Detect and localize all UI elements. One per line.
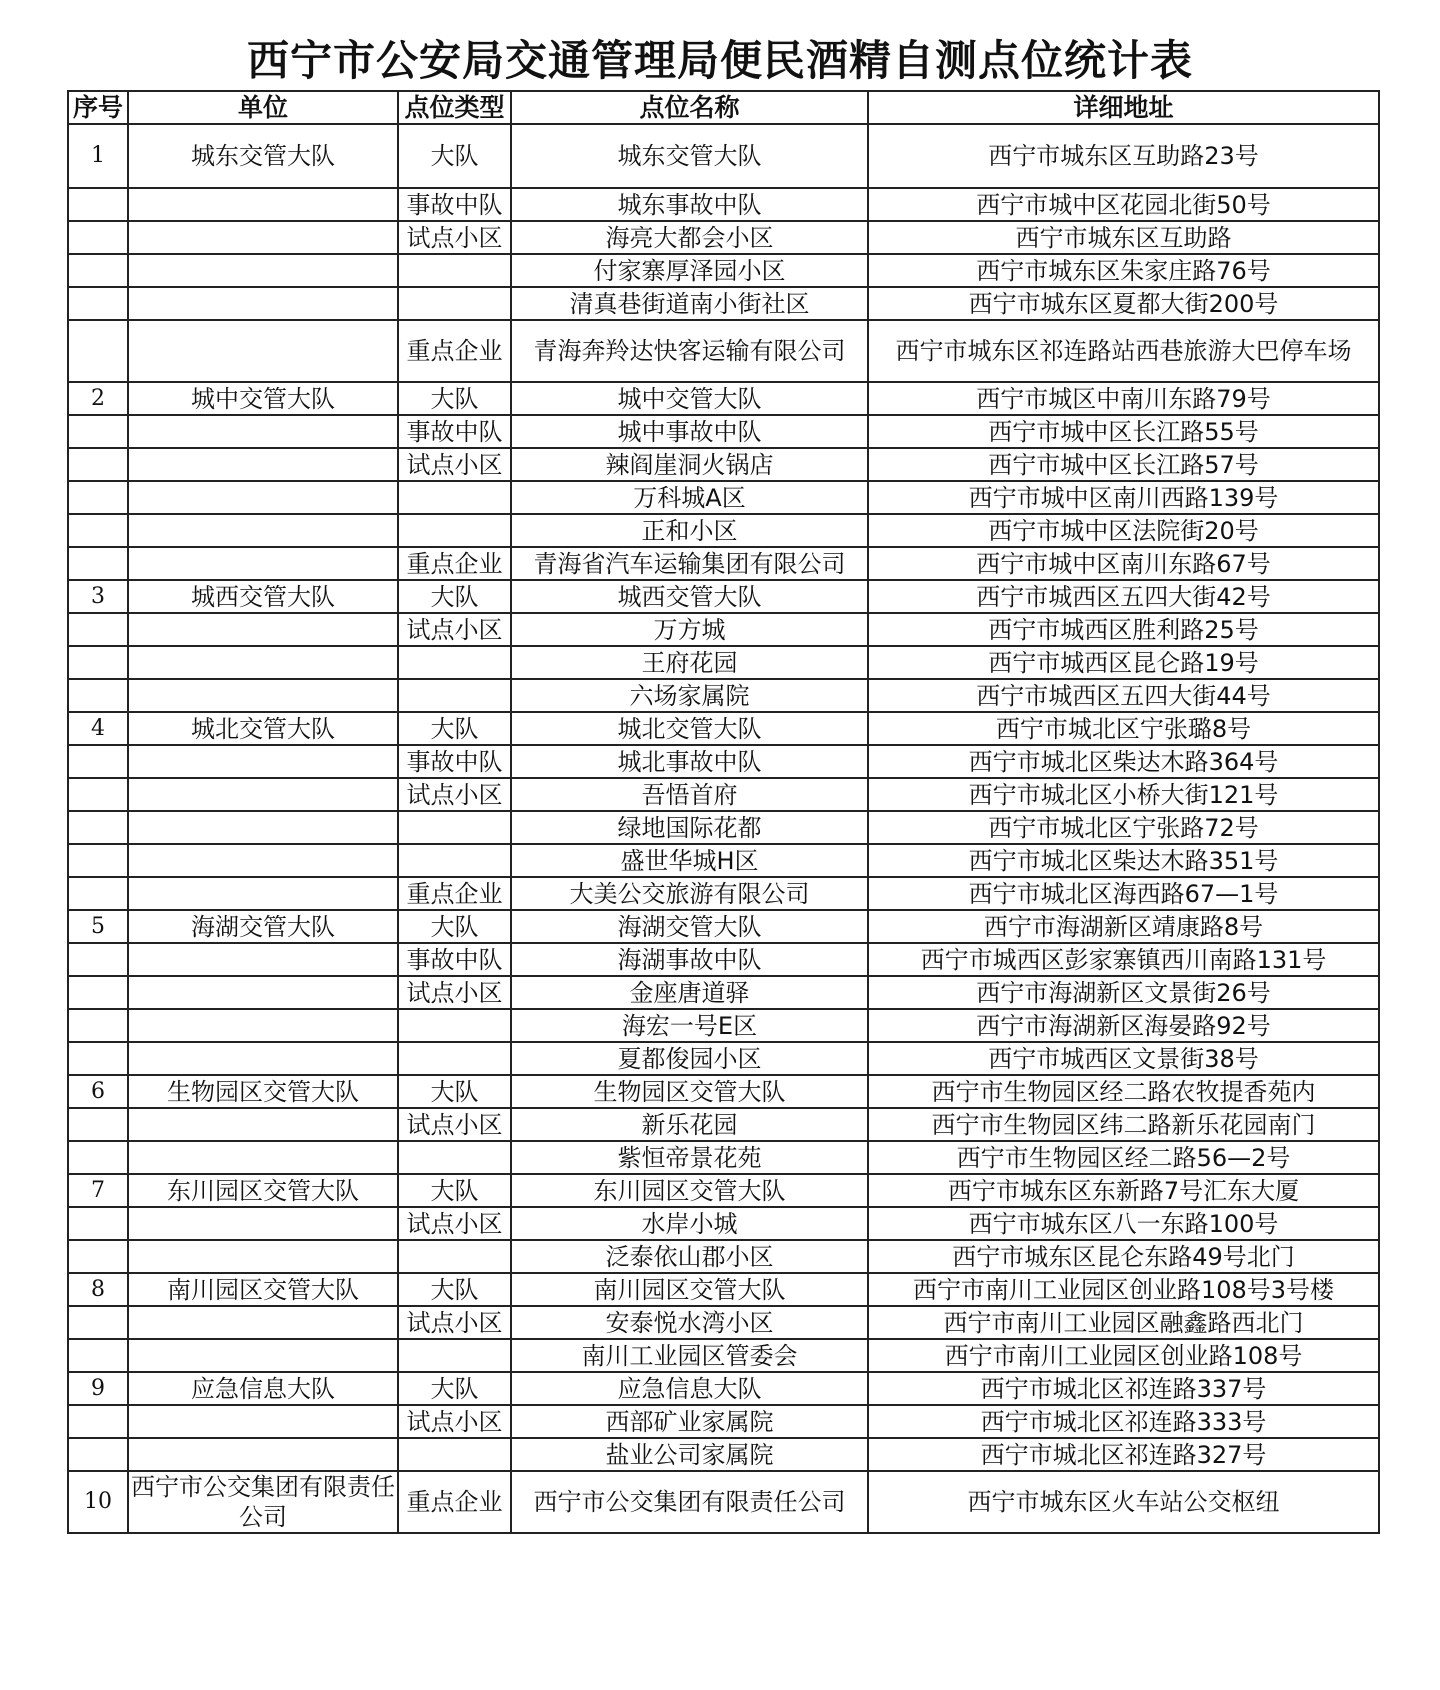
point-name-cell: 大美公交旅游有限公司 [511, 877, 868, 910]
address-cell: 西宁市城西区五四大街44号 [868, 679, 1379, 712]
point-type-cell: 大队 [398, 712, 511, 745]
address-cell: 西宁市城东区朱家庄路76号 [868, 254, 1379, 287]
table-row [68, 287, 1379, 320]
serial-number-cell [68, 188, 128, 221]
header-unit: 单位 [128, 91, 398, 124]
unit-cell [128, 1108, 398, 1141]
table-row [68, 1141, 1379, 1174]
point-name-cell: 城东事故中队 [511, 188, 868, 221]
point-name-cell: 辣阎崖洞火锅店 [511, 448, 868, 481]
unit-cell: 城东交管大队 [128, 124, 398, 188]
serial-number-cell [68, 320, 128, 382]
point-type-cell: 事故中队 [398, 745, 511, 778]
point-type-cell [398, 481, 511, 514]
table-row [68, 221, 1379, 254]
table-row [68, 1471, 1379, 1533]
table-row [68, 547, 1379, 580]
point-name-cell: 夏都俊园小区 [511, 1042, 868, 1075]
header-point-type: 点位类型 [398, 91, 511, 124]
address-cell: 西宁市城北区海西路67—1号 [868, 877, 1379, 910]
serial-number-cell: 2 [68, 382, 128, 415]
unit-cell [128, 976, 398, 1009]
address-cell: 西宁市南川工业园区创业路108号3号楼 [868, 1273, 1379, 1306]
serial-number-cell [68, 745, 128, 778]
serial-number-cell [68, 415, 128, 448]
unit-cell [128, 778, 398, 811]
address-cell: 西宁市城中区花园北街50号 [868, 188, 1379, 221]
unit-cell [128, 514, 398, 547]
unit-cell [128, 679, 398, 712]
point-type-cell: 试点小区 [398, 976, 511, 1009]
address-cell: 西宁市城北区宁张路72号 [868, 811, 1379, 844]
point-name-cell: 六场家属院 [511, 679, 868, 712]
serial-number-cell [68, 547, 128, 580]
point-type-cell: 重点企业 [398, 1471, 511, 1533]
serial-number-cell: 5 [68, 910, 128, 943]
unit-cell: 南川园区交管大队 [128, 1273, 398, 1306]
address-cell: 西宁市城中区长江路57号 [868, 448, 1379, 481]
point-name-cell: 万方城 [511, 613, 868, 646]
point-type-cell [398, 1438, 511, 1471]
table-row [68, 943, 1379, 976]
point-type-cell: 试点小区 [398, 1108, 511, 1141]
unit-cell: 东川园区交管大队 [128, 1174, 398, 1207]
point-name-cell: 城中交管大队 [511, 382, 868, 415]
address-cell: 西宁市南川工业园区创业路108号 [868, 1339, 1379, 1372]
table-row [68, 1306, 1379, 1339]
point-name-cell: 紫恒帝景花苑 [511, 1141, 868, 1174]
table-row [68, 320, 1379, 382]
point-type-cell: 试点小区 [398, 1405, 511, 1438]
unit-cell [128, 287, 398, 320]
point-type-cell [398, 1042, 511, 1075]
point-name-cell: 王府花园 [511, 646, 868, 679]
serial-number-cell [68, 287, 128, 320]
point-name-cell: 应急信息大队 [511, 1372, 868, 1405]
address-cell: 西宁市城北区小桥大街121号 [868, 778, 1379, 811]
point-name-cell: 盐业公司家属院 [511, 1438, 868, 1471]
table-row [68, 514, 1379, 547]
point-type-cell: 事故中队 [398, 943, 511, 976]
point-type-cell: 大队 [398, 1075, 511, 1108]
address-cell: 西宁市城北区祁连路333号 [868, 1405, 1379, 1438]
table-row [68, 254, 1379, 287]
point-type-cell: 试点小区 [398, 221, 511, 254]
table-row [68, 1372, 1379, 1405]
address-cell: 西宁市城中区南川东路67号 [868, 547, 1379, 580]
serial-number-cell [68, 1339, 128, 1372]
point-type-cell [398, 1009, 511, 1042]
serial-number-cell [68, 844, 128, 877]
table-row [68, 415, 1379, 448]
table-row [68, 1273, 1379, 1306]
unit-cell [128, 844, 398, 877]
serial-number-cell [68, 976, 128, 1009]
table-row [68, 778, 1379, 811]
point-name-cell: 城北交管大队 [511, 712, 868, 745]
point-name-cell: 清真巷街道南小街社区 [511, 287, 868, 320]
address-cell: 西宁市城西区昆仑路19号 [868, 646, 1379, 679]
unit-cell: 海湖交管大队 [128, 910, 398, 943]
point-name-cell: 付家寨厚泽园小区 [511, 254, 868, 287]
serial-number-cell [68, 448, 128, 481]
point-name-cell: 金座唐道驿 [511, 976, 868, 1009]
point-type-cell: 试点小区 [398, 1306, 511, 1339]
point-type-cell [398, 811, 511, 844]
point-name-cell: 海亮大都会小区 [511, 221, 868, 254]
address-cell: 西宁市海湖新区海晏路92号 [868, 1009, 1379, 1042]
unit-cell [128, 1240, 398, 1273]
serial-number-cell [68, 613, 128, 646]
address-cell: 西宁市城东区八一东路100号 [868, 1207, 1379, 1240]
address-cell: 西宁市南川工业园区融鑫路西北门 [868, 1306, 1379, 1339]
unit-cell [128, 811, 398, 844]
point-type-cell [398, 254, 511, 287]
unit-cell: 生物园区交管大队 [128, 1075, 398, 1108]
point-name-cell: 西宁市公交集团有限责任公司 [511, 1471, 868, 1533]
address-cell: 西宁市城中区长江路55号 [868, 415, 1379, 448]
serial-number-cell [68, 877, 128, 910]
serial-number-cell [68, 1405, 128, 1438]
point-name-cell: 南川园区交管大队 [511, 1273, 868, 1306]
table-row [68, 613, 1379, 646]
unit-cell: 应急信息大队 [128, 1372, 398, 1405]
point-type-cell [398, 1141, 511, 1174]
table-row [68, 877, 1379, 910]
point-type-cell: 事故中队 [398, 188, 511, 221]
address-cell: 西宁市生物园区经二路农牧提香苑内 [868, 1075, 1379, 1108]
point-type-cell: 试点小区 [398, 778, 511, 811]
serial-number-cell [68, 1141, 128, 1174]
point-name-cell: 西部矿业家属院 [511, 1405, 868, 1438]
address-cell: 西宁市城西区彭家寨镇西川南路131号 [868, 943, 1379, 976]
table-row [68, 1339, 1379, 1372]
serial-number-cell [68, 1009, 128, 1042]
unit-cell [128, 320, 398, 382]
point-name-cell: 新乐花园 [511, 1108, 868, 1141]
address-cell: 西宁市城中区法院街20号 [868, 514, 1379, 547]
point-name-cell: 盛世华城H区 [511, 844, 868, 877]
unit-cell [128, 1207, 398, 1240]
address-cell: 西宁市海湖新区靖康路8号 [868, 910, 1379, 943]
point-type-cell: 重点企业 [398, 547, 511, 580]
point-type-cell: 试点小区 [398, 613, 511, 646]
point-type-cell: 重点企业 [398, 320, 511, 382]
address-cell: 西宁市城东区火车站公交枢纽 [868, 1471, 1379, 1533]
point-name-cell: 城西交管大队 [511, 580, 868, 613]
table-row [68, 1042, 1379, 1075]
unit-cell [128, 613, 398, 646]
serial-number-cell: 1 [68, 124, 128, 188]
serial-number-cell [68, 646, 128, 679]
table-row [68, 448, 1379, 481]
serial-number-cell: 3 [68, 580, 128, 613]
unit-cell [128, 943, 398, 976]
point-type-cell: 重点企业 [398, 877, 511, 910]
page-title: 西宁市公安局交通管理局便民酒精自测点位统计表 [246, 36, 1193, 85]
header-serial-number: 序号 [68, 91, 128, 124]
address-cell: 西宁市城中区南川西路139号 [868, 481, 1379, 514]
table-row [68, 844, 1379, 877]
point-type-cell: 大队 [398, 580, 511, 613]
point-name-cell: 海宏一号E区 [511, 1009, 868, 1042]
table-row [68, 745, 1379, 778]
serial-number-cell [68, 254, 128, 287]
unit-cell [128, 547, 398, 580]
serial-number-cell [68, 778, 128, 811]
point-name-cell: 青海省汽车运输集团有限公司 [511, 547, 868, 580]
point-type-cell: 大队 [398, 1273, 511, 1306]
unit-cell [128, 481, 398, 514]
point-type-cell: 大队 [398, 124, 511, 188]
table-header-row [68, 91, 1379, 124]
address-cell: 西宁市海湖新区文景街26号 [868, 976, 1379, 1009]
address-cell: 西宁市城东区互助路 [868, 221, 1379, 254]
point-type-cell [398, 1339, 511, 1372]
table-row [68, 1174, 1379, 1207]
unit-cell [128, 448, 398, 481]
address-cell: 西宁市生物园区经二路56—2号 [868, 1141, 1379, 1174]
table-row [68, 1108, 1379, 1141]
serial-number-cell [68, 514, 128, 547]
header-point-name: 点位名称 [511, 91, 868, 124]
unit-cell [128, 415, 398, 448]
serial-number-cell [68, 1240, 128, 1273]
point-name-cell: 海湖交管大队 [511, 910, 868, 943]
address-cell: 西宁市生物园区纬二路新乐花园南门 [868, 1108, 1379, 1141]
point-name-cell: 生物园区交管大队 [511, 1075, 868, 1108]
table-row [68, 811, 1379, 844]
address-cell: 西宁市城西区胜利路25号 [868, 613, 1379, 646]
table-row [68, 1240, 1379, 1273]
point-name-cell: 万科城A区 [511, 481, 868, 514]
serial-number-cell [68, 221, 128, 254]
address-cell: 西宁市城西区五四大街42号 [868, 580, 1379, 613]
serial-number-cell: 10 [68, 1471, 128, 1533]
table-row [68, 1207, 1379, 1240]
point-name-cell: 正和小区 [511, 514, 868, 547]
address-cell: 西宁市城北区祁连路327号 [868, 1438, 1379, 1471]
serial-number-cell [68, 1108, 128, 1141]
unit-cell [128, 1141, 398, 1174]
unit-cell [128, 254, 398, 287]
unit-cell [128, 1438, 398, 1471]
address-cell: 西宁市城东区东新路7号汇东大厦 [868, 1174, 1379, 1207]
table-row [68, 382, 1379, 415]
unit-cell [128, 745, 398, 778]
point-name-cell: 东川园区交管大队 [511, 1174, 868, 1207]
point-name-cell: 安泰悦水湾小区 [511, 1306, 868, 1339]
point-name-cell: 水岸小城 [511, 1207, 868, 1240]
address-cell: 西宁市城东区昆仑东路49号北门 [868, 1240, 1379, 1273]
table-row [68, 712, 1379, 745]
point-type-cell [398, 646, 511, 679]
table-row [68, 976, 1379, 1009]
serial-number-cell [68, 1306, 128, 1339]
point-type-cell: 大队 [398, 1174, 511, 1207]
address-cell: 西宁市城北区宁张璐8号 [868, 712, 1379, 745]
point-type-cell [398, 844, 511, 877]
serial-number-cell [68, 679, 128, 712]
point-name-cell: 城东交管大队 [511, 124, 868, 188]
point-type-cell [398, 287, 511, 320]
unit-cell: 城中交管大队 [128, 382, 398, 415]
point-name-cell: 城中事故中队 [511, 415, 868, 448]
point-type-cell: 大队 [398, 1372, 511, 1405]
table-row [68, 646, 1379, 679]
serial-number-cell [68, 1438, 128, 1471]
point-name-cell: 南川工业园区管委会 [511, 1339, 868, 1372]
serial-number-cell [68, 481, 128, 514]
unit-cell: 城西交管大队 [128, 580, 398, 613]
unit-cell [128, 1306, 398, 1339]
table-row [68, 580, 1379, 613]
unit-cell [128, 1405, 398, 1438]
unit-cell: 西宁市公交集团有限责任公司 [128, 1471, 398, 1533]
table-row [68, 1405, 1379, 1438]
point-name-cell: 吾悟首府 [511, 778, 868, 811]
serial-number-cell: 9 [68, 1372, 128, 1405]
serial-number-cell: 7 [68, 1174, 128, 1207]
point-type-cell: 试点小区 [398, 1207, 511, 1240]
header-address: 详细地址 [868, 91, 1379, 124]
table-row [68, 481, 1379, 514]
unit-cell [128, 188, 398, 221]
point-type-cell: 试点小区 [398, 448, 511, 481]
address-cell: 西宁市城北区祁连路337号 [868, 1372, 1379, 1405]
unit-cell: 城北交管大队 [128, 712, 398, 745]
serial-number-cell [68, 943, 128, 976]
table-row [68, 124, 1379, 188]
unit-cell [128, 1042, 398, 1075]
serial-number-cell [68, 811, 128, 844]
table-row [68, 188, 1379, 221]
address-cell: 西宁市城东区祁连路站西巷旅游大巴停车场 [868, 320, 1379, 382]
address-cell: 西宁市城东区互助路23号 [868, 124, 1379, 188]
statistics-table [67, 90, 1380, 1534]
point-type-cell: 事故中队 [398, 415, 511, 448]
point-name-cell: 城北事故中队 [511, 745, 868, 778]
point-type-cell [398, 679, 511, 712]
address-cell: 西宁市城北区柴达木路364号 [868, 745, 1379, 778]
table-body [68, 124, 1379, 1533]
point-type-cell: 大队 [398, 382, 511, 415]
address-cell: 西宁市城东区夏都大街200号 [868, 287, 1379, 320]
address-cell: 西宁市城北区柴达木路351号 [868, 844, 1379, 877]
address-cell: 西宁市城区中南川东路79号 [868, 382, 1379, 415]
table-row [68, 1438, 1379, 1471]
table-row [68, 910, 1379, 943]
serial-number-cell: 8 [68, 1273, 128, 1306]
point-name-cell: 绿地国际花都 [511, 811, 868, 844]
point-name-cell: 青海奔羚达快客运输有限公司 [511, 320, 868, 382]
unit-cell [128, 877, 398, 910]
address-cell: 西宁市城西区文景街38号 [868, 1042, 1379, 1075]
point-name-cell: 泛泰依山郡小区 [511, 1240, 868, 1273]
unit-cell [128, 1339, 398, 1372]
serial-number-cell: 6 [68, 1075, 128, 1108]
serial-number-cell [68, 1042, 128, 1075]
point-type-cell: 大队 [398, 910, 511, 943]
point-type-cell [398, 514, 511, 547]
table-row [68, 1075, 1379, 1108]
table-row [68, 1009, 1379, 1042]
unit-cell [128, 646, 398, 679]
unit-cell [128, 1009, 398, 1042]
point-name-cell: 海湖事故中队 [511, 943, 868, 976]
unit-cell [128, 221, 398, 254]
point-type-cell [398, 1240, 511, 1273]
serial-number-cell: 4 [68, 712, 128, 745]
serial-number-cell [68, 1207, 128, 1240]
table-row [68, 679, 1379, 712]
